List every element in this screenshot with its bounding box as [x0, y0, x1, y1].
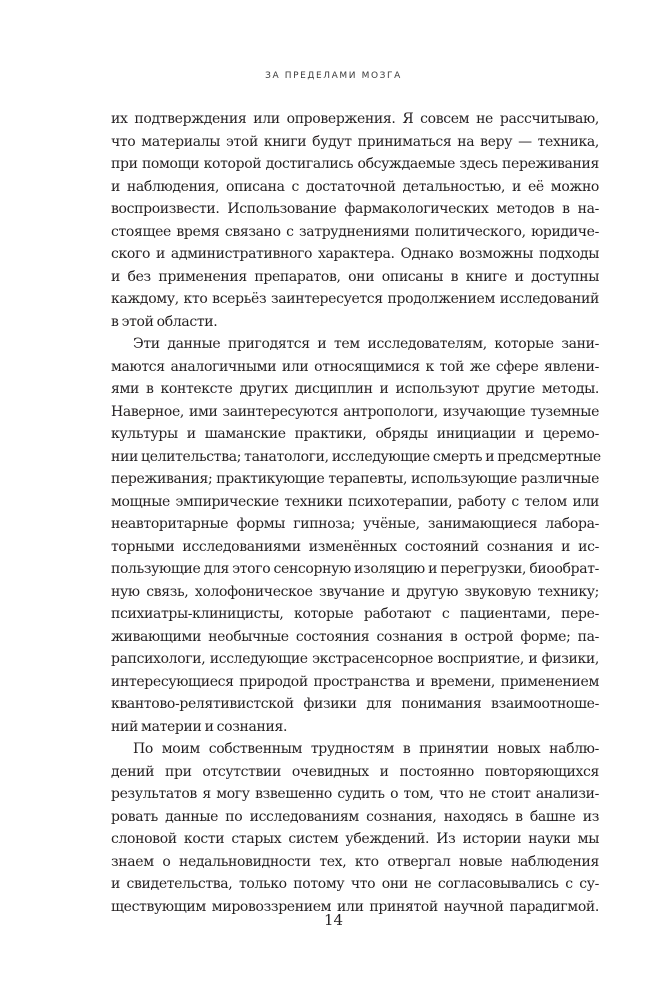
text-line: результатов я могу взвешенно судить о том, что не стоит анализи-: [111, 786, 599, 802]
text-line: ний материи и сознания.: [111, 718, 288, 735]
text-line: и наблюдения, описана с достаточной детальностью, и её можно: [111, 178, 599, 195]
text-line: переживания; практикующие терапевты, использующие различные: [111, 471, 599, 487]
text-line: маются аналогичными или относящимися к той же сфере явлени-: [111, 358, 599, 375]
text-line: и свидетельства, только потому что они не согласовывались с су-: [111, 876, 599, 892]
text-line: воспроизвести. Использование фармакологических методов в на-: [111, 201, 599, 217]
text-line: их подтверждения или опровержения. Я совсем не рассчитываю,: [111, 111, 599, 127]
text-line: каждому, кто всерьёз заинтересуется продолжением исследований: [111, 291, 599, 307]
page-number: 14: [323, 911, 344, 929]
text-line: культуры и шаманские практики, обряды инициации и церемо-: [111, 426, 599, 442]
text-line: Наверное, ими заинтересуются антропологи, изучающие туземные: [111, 403, 599, 420]
text-line: при помощи которой достигались обсуждаемые здесь переживания: [111, 156, 599, 172]
text-line: живающими необычные состояния сознания в острой форме; па-: [111, 628, 599, 645]
text-line: Эти данные пригодятся и тем исследователям, которые зани-: [133, 336, 599, 352]
text-line: стоящее время связано с затруднениями политического, юридиче-: [111, 223, 599, 240]
running-head: ЗА ПРЕДЕЛАМИ МОЗГА: [265, 71, 402, 81]
text-line: ями в контексте других дисциплин и используют другие методы.: [111, 381, 599, 397]
text-line: торными исследованиями изменённых состояний сознания и ис-: [111, 538, 599, 555]
text-line: знаем о недальновидности тех, кто отвергал новые наблюдения: [111, 853, 599, 870]
text-line: интересующиеся природой пространства и времени, применением: [111, 673, 599, 690]
text-line: слоновой кости старых систем убеждений. Из истории науки мы: [111, 831, 599, 847]
text-line: и без применения препаратов, они описаны в книге и доступны: [111, 268, 599, 285]
text-line: неавторитарные формы гипноза; учёные, занимающиеся лабора-: [111, 516, 599, 532]
text-line: в этой области.: [111, 313, 218, 330]
text-line: ществующим мировоззрением или принятой научной парадигмой.: [111, 898, 599, 915]
text-line: нии целительства; танатологи, исследующие смерть и предсмертные: [111, 448, 601, 465]
text-line: психиатры-клиницисты, которые работают с пациентами, пере-: [111, 606, 599, 622]
text-line: ского и административного характера. Однако возможны подходы: [111, 246, 599, 262]
text-line: квантово-релятивистской физики для понимания взаимоотноше-: [111, 696, 599, 712]
text-line: По моим собственным трудностям в принятии новых наблю-: [133, 741, 599, 757]
text-line: ную связь, холофоническое звучание и другую звуковую технику;: [111, 583, 599, 600]
text-line: что материалы этой книги будут приниматься на веру — техника,: [111, 133, 599, 150]
text-line: рапсихологи, исследующие экстрасенсорное восприятие, и физики,: [111, 651, 599, 667]
text-line: ровать данные по исследованиям сознания, находясь в башне из: [111, 808, 599, 825]
text-line: мощные эмпирические техники психотерапии, работу с телом или: [111, 493, 599, 510]
text-line: дений при отсутствии очевидных и постоянно повторяющихся: [111, 763, 599, 780]
body-text: [111, 108, 599, 918]
text-line: пользующие для этого сенсорную изоляцию и перегрузки, биообрат-: [111, 561, 599, 577]
